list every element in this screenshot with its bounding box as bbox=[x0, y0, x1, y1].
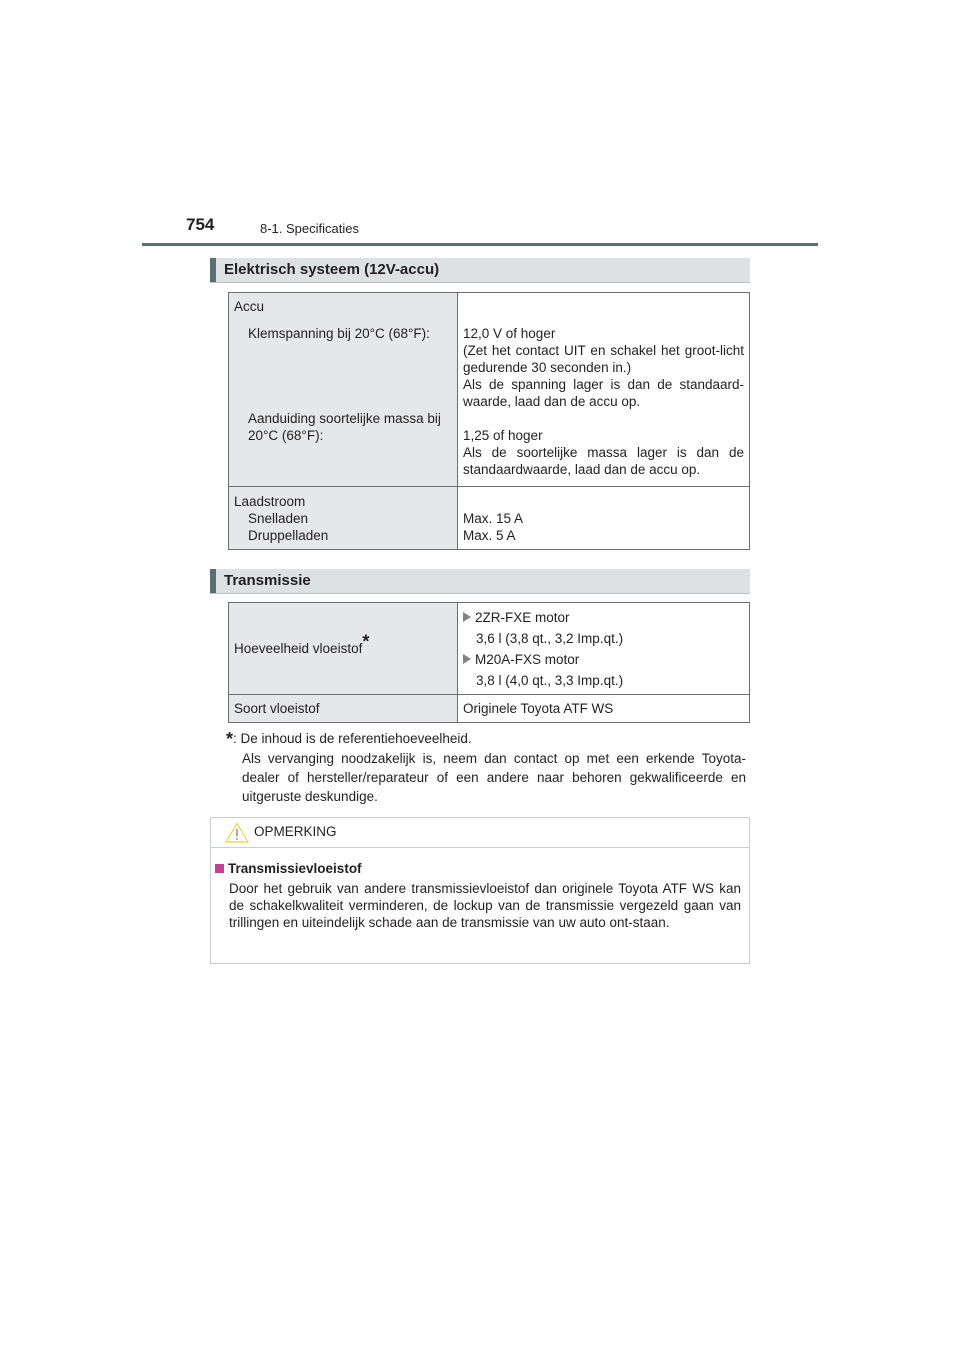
notice-item-title: Transmissievloeistof bbox=[215, 861, 362, 876]
electrical-spec-table bbox=[228, 292, 750, 550]
transmission-section-heading: Transmissie bbox=[210, 569, 750, 593]
footnote bbox=[226, 729, 746, 806]
fluid-amount-label: Hoeveelheid vloeistof bbox=[234, 641, 363, 656]
voltage-advice: Als de spanning lager is dan de standaard-waarde, laad dan de accu op. bbox=[463, 377, 744, 409]
list-item bbox=[463, 607, 744, 628]
fast-charge-value: Max. 15 A bbox=[463, 511, 524, 526]
gravity-value: 1,25 of hoger bbox=[463, 428, 543, 443]
engine-2-capacity: 3,8 l (4,0 qt., 3,3 Imp.qt.) bbox=[476, 673, 624, 688]
gravity-advice: Als de soortelijke massa lager is dan de standaardwaarde, laad dan de accu op. bbox=[463, 445, 744, 477]
battery-value-cell bbox=[458, 293, 750, 487]
table-row bbox=[229, 487, 750, 550]
engine-2-name: M20A-FXS motor bbox=[475, 652, 580, 667]
engine-1-capacity: 3,6 l (3,8 qt., 3,2 Imp.qt.) bbox=[476, 631, 624, 646]
warning-triangle-icon bbox=[225, 822, 249, 848]
trickle-charge-label: Druppelladen bbox=[248, 528, 329, 543]
fast-charge-label: Snelladen bbox=[248, 511, 309, 526]
battery-label-cell bbox=[229, 293, 458, 487]
section-title: 8-1. Specificaties bbox=[260, 221, 359, 236]
voltage-label: Klemspanning bij 20°C (68°F): bbox=[248, 326, 430, 341]
voltage-note: (Zet het contact UIT en schakel het groot-licht gedurende 30 seconden in.) bbox=[463, 343, 744, 375]
notice-heading: OPMERKING bbox=[254, 824, 337, 839]
fluid-type-label: Soort vloeistof bbox=[234, 701, 320, 716]
footnote-marker: * bbox=[362, 631, 370, 652]
header-divider bbox=[142, 243, 818, 246]
electrical-section-heading: Elektrisch systeem (12V-accu) bbox=[210, 258, 750, 282]
fluid-type-label-cell bbox=[229, 695, 458, 723]
triangle-bullet-icon bbox=[463, 612, 471, 622]
trickle-charge-value: Max. 5 A bbox=[463, 528, 516, 543]
transmission-spec-table bbox=[228, 602, 750, 723]
electrical-heading-underline bbox=[210, 282, 750, 283]
footnote-star: * bbox=[226, 729, 234, 749]
charge-label: Laadstroom bbox=[234, 494, 306, 509]
table-row bbox=[229, 695, 750, 723]
page-number: 754 bbox=[186, 215, 215, 234]
charge-value-cell bbox=[458, 487, 750, 550]
table-row bbox=[229, 603, 750, 695]
triangle-bullet-icon bbox=[463, 654, 471, 664]
footnote-first-line: : De inhoud is de referentiehoeveelheid. bbox=[233, 731, 472, 746]
transmission-heading-underline bbox=[210, 593, 750, 594]
square-bullet-icon bbox=[215, 864, 224, 873]
battery-label: Accu bbox=[234, 299, 265, 314]
fluid-amount-label-cell bbox=[229, 603, 458, 695]
voltage-value: 12,0 V of hoger bbox=[463, 326, 556, 341]
list-item bbox=[463, 649, 744, 670]
gravity-label: Aanduiding soortelijke massa bij 20°C (68°F): bbox=[248, 411, 441, 443]
fluid-type-value-cell bbox=[458, 695, 750, 723]
footnote-body: Als vervanging noodzakelijk is, neem dan contact op met een erkende Toyota-dealer of hersteller/reparateur of een andere naar behoren gekwalificeerde en uitgeruste deskundige. bbox=[242, 751, 746, 804]
engine-1-name: 2ZR-FXE motor bbox=[475, 610, 570, 625]
notice-header bbox=[211, 818, 749, 848]
charge-label-cell bbox=[229, 487, 458, 550]
fluid-amount-value-cell bbox=[458, 603, 750, 695]
notice-box bbox=[210, 817, 750, 964]
notice-item-text: Door het gebruik van andere transmissievloeistof dan originele Toyota ATF WS kan de schakelkwaliteit verminderen, de lockup van de transmissie vergezeld gaan van trillingen en uiteindelijk schade aan de transmissie van uw auto ont-staan. bbox=[229, 881, 741, 930]
table-row bbox=[229, 293, 750, 487]
fluid-type-value: Originele Toyota ATF WS bbox=[463, 701, 614, 716]
